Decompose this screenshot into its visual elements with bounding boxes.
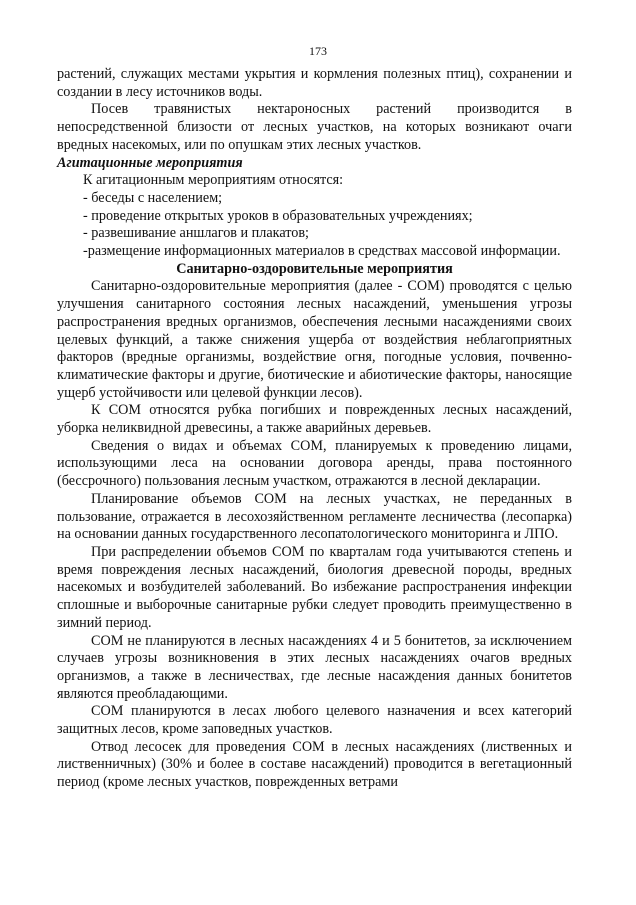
list-item: - проведение открытых уроков в образовательных учреждениях; [83, 207, 473, 224]
page-body [57, 66, 572, 792]
paragraph-declaration: Сведения о видах и объемах СОМ, планируемых к проведению лицами, использующими леса на основании договора аренды, права постоянного (бессрочного) пользования лесным участком, отражаются в лесной декларации. [57, 437, 572, 490]
paragraph-allotment: Отвод лесосек для проведения СОМ в лесных насаждениях (лиственных и лиственничных) (30% и более в составе насаждений) проводится в вегетационный период (кроме лесных участков, поврежденных ветрами [57, 738, 572, 791]
list-item: - беседы с населением; [83, 189, 223, 206]
paragraph-forest-categories: СОМ планируются в лесах любого целевого назначения и всех категорий защитных лесов, кроме заповедных участков. [57, 703, 572, 738]
section-heading-agitation: Агитационные мероприятия [57, 154, 243, 171]
paragraph-sanitary-definition: Санитарно-оздоровительные мероприятия (далее - СОМ) проводятся с целью улучшения санитарного состояния лесных насаждений, уменьшения угрозы распространения вредных организмов, обеспечения лесными насаждениями своих целевых функций, а также снижения ущерба от воздействия неблагоприятных факторов (вредные организмы, воздействие огня, погодные условия, почвенно-климатические факторы и другие, биотические и абиотические факторы, наносящие ущерб устойчивости или целевой функции лесов). [57, 278, 572, 401]
paragraph-sanitary-includes: К СОМ относятся рубка погибших и поврежденных лесных насаждений, уборка неликвидной древесины, а также аварийных деревьев. [57, 402, 572, 437]
paragraph-sowing: Посев травянистых нектароносных растений производится в непосредственной близости от лесных участков, на которых возникают очаги вредных насекомых, или по опушкам этих лесных участков. [57, 101, 572, 153]
paragraph-bonitet: СОМ не планируются в лесных насаждениях 4 и 5 бонитетов, за исключением случаев угрозы возникновения в этих лесных насаждениях очагов вредных организмов, а также в лесничествах, где лесные насаждения данных бонитетов являются преобладающими. [57, 632, 572, 702]
list-item: - развешивание аншлагов и плакатов; [83, 225, 309, 242]
list-item: -размещение информационных материалов в средствах массовой информации. [83, 243, 561, 260]
paragraph-continuation: растений, служащих местами укрытия и кормления полезных птиц), сохранении и создании в лесу источников воды. [57, 66, 572, 100]
paragraph-distribution: При распределении объемов СОМ по кварталам года учитываются степень и время повреждения лесных насаждений, биология древесной породы, вредных насекомых и возбудителей заболеваний. Во избежание распространения инфекции сплошные и выборочные санитарные рубки следует проводить преимущественно в зимний период. [57, 543, 572, 631]
paragraph-planning: Планирование объемов СОМ на лесных участках, не переданных в пользование, отражается в лесохозяйственном регламенте лесничества (лесопарка) на основании данных государственного лесопатологического мониторинга и ЛПО. [57, 490, 572, 543]
page-number: 173 [309, 44, 327, 58]
section-heading-sanitary: Санитарно-оздоровительные мероприятия [176, 260, 453, 277]
paragraph-agitation-intro: К агитационным мероприятиям относятся: [83, 172, 344, 189]
